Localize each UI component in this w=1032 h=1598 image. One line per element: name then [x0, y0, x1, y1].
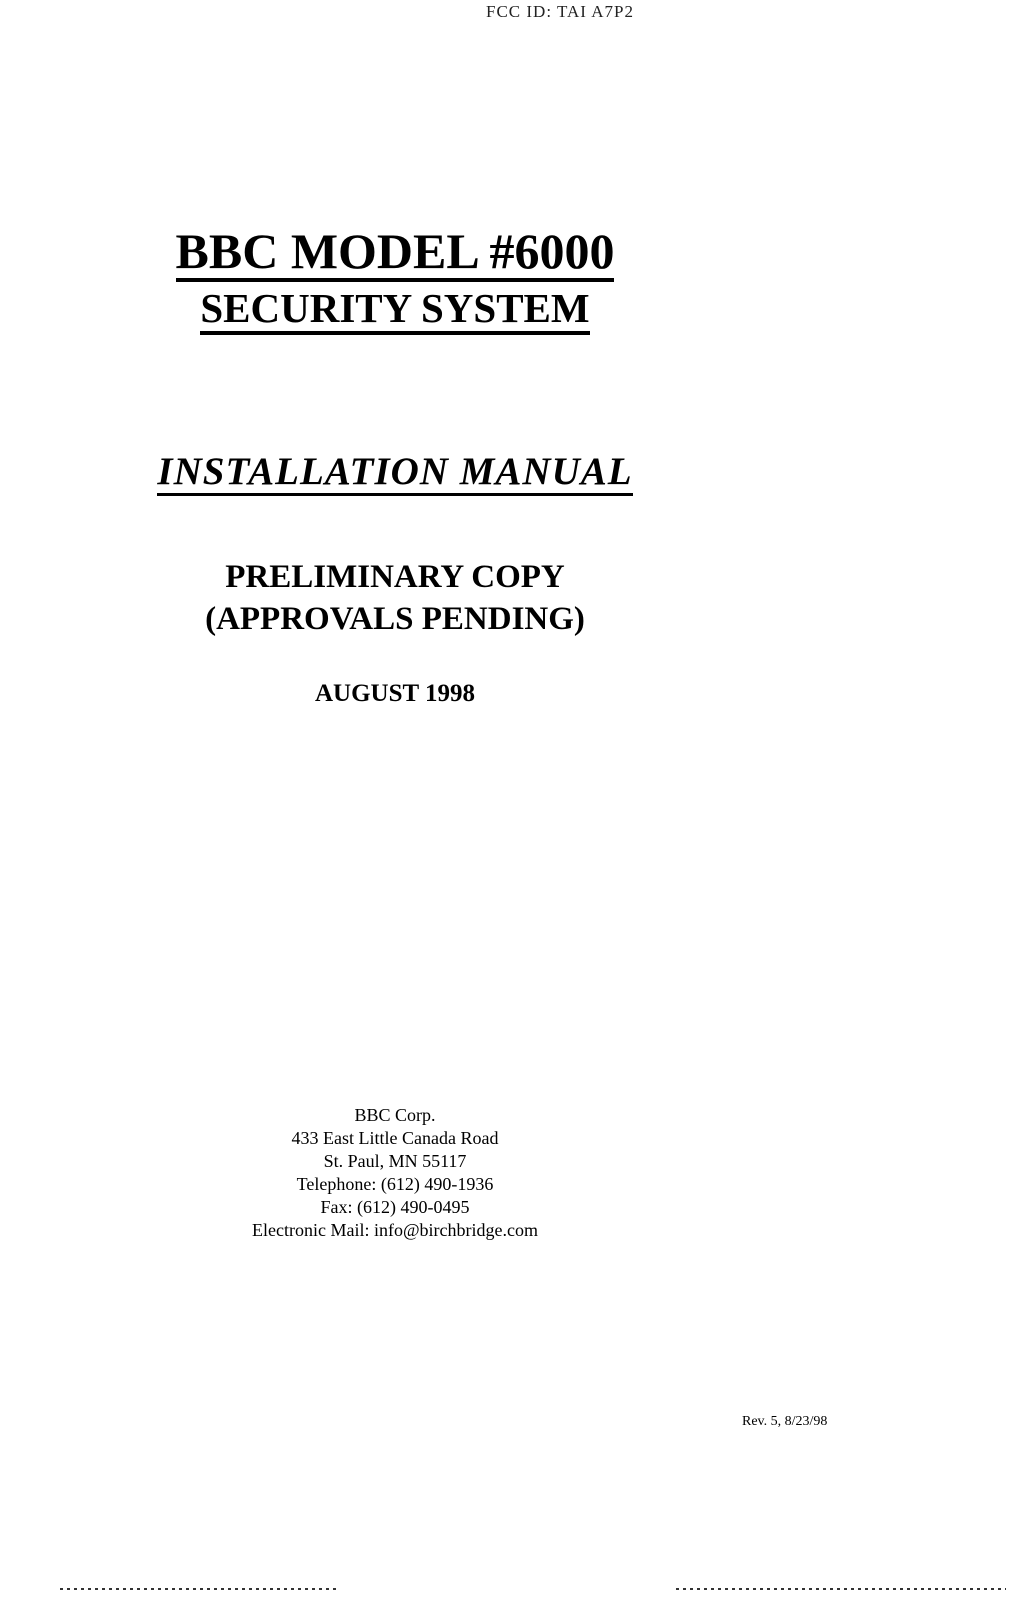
status-line-2: (APPROVALS PENDING) — [205, 601, 585, 637]
fcc-id-header: FCC ID: TAI A7P2 — [486, 2, 634, 21]
publication-date: AUGUST 1998 — [315, 680, 475, 707]
scan-edge-mark-left — [60, 1588, 340, 1590]
company-telephone: Telephone: (612) 490-1936 — [296, 1174, 494, 1194]
document-type-wrapper — [0, 452, 790, 496]
company-address — [0, 1104, 790, 1242]
status-block — [0, 556, 790, 640]
company-city: St. Paul, MN 55117 — [323, 1151, 467, 1171]
document-title: BBC MODEL #6000 — [176, 226, 615, 282]
document-subtitle: SECURITY SYSTEM — [200, 288, 589, 335]
title-sub-wrapper — [0, 284, 790, 335]
scan-edge-mark-right — [676, 1588, 1006, 1590]
company-name: BBC Corp. — [354, 1105, 436, 1125]
status-line-1: PRELIMINARY COPY — [225, 559, 565, 595]
company-street: 433 East Little Canada Road — [291, 1128, 499, 1148]
revision-note: Rev. 5, 8/23/98 — [742, 1414, 828, 1429]
title-main-wrapper — [0, 222, 790, 282]
company-email: Electronic Mail: info@birchbridge.com — [252, 1220, 538, 1240]
document-type: INSTALLATION MANUAL — [157, 452, 632, 496]
company-fax: Fax: (612) 490-0495 — [320, 1197, 470, 1217]
